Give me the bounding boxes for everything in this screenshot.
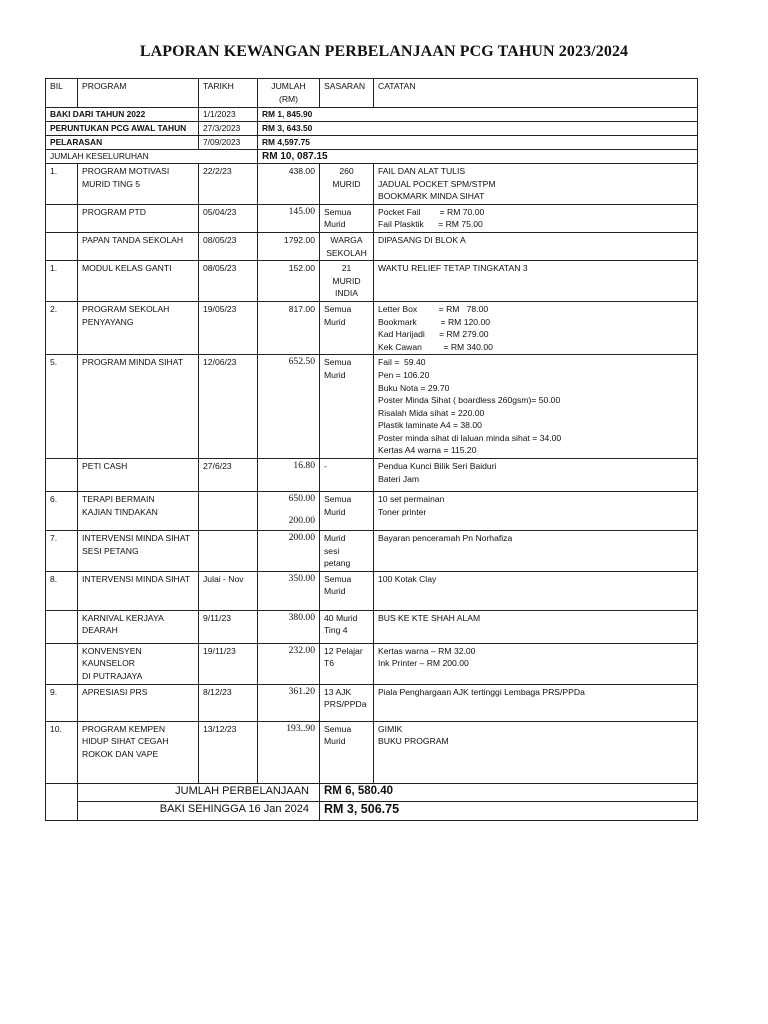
cell-bil: 10. (46, 721, 78, 783)
program-line: DEARAH (82, 625, 118, 636)
amount-line: 193..90 (286, 722, 315, 734)
header-catatan: CATATAN (374, 79, 698, 108)
table-row (46, 204, 698, 232)
program-line: ROKOK DAN VAPE (82, 748, 159, 759)
catatan-line: Poster minda sihat di laluan minda sihat = 34.00 (378, 432, 562, 443)
cell-sasaran (320, 261, 374, 302)
catatan-line: Fail Plasktik = RM 75.00 (378, 219, 483, 230)
header-bil: BIL (46, 79, 78, 108)
catatan-line: Kertas warna – RM 32.00 (378, 645, 476, 656)
table-row (46, 610, 698, 643)
amount-line: 200.00 (288, 514, 315, 526)
cell-bil (46, 232, 78, 260)
cell-program (78, 232, 199, 260)
amount-line: 438.00 (288, 166, 315, 176)
cell-jumlah (258, 204, 320, 232)
cell-jumlah (258, 492, 320, 531)
total-expenses-label: JUMLAH PERBELANJAAN (78, 783, 320, 801)
sasaran-line: petang (324, 558, 351, 569)
cell-sasaran (320, 204, 374, 232)
cell-sasaran (320, 721, 374, 783)
cell-tarikh: 27/6/23 (199, 459, 258, 492)
cell-program (78, 261, 199, 302)
header-sasaran: SASARAN (320, 79, 374, 108)
amount-line: 232.00 (288, 644, 315, 656)
program-line: PROGRAM KEMPEN (82, 723, 166, 734)
program-line: PENYAYANG (82, 316, 134, 327)
cell-tarikh: 05/04/23 (199, 204, 258, 232)
cell-catatan (374, 610, 698, 643)
cell-bil: 5. (46, 355, 78, 459)
catatan-line: Kad Harijadi = RM 279.00 (378, 329, 489, 340)
summary-row-pelarasan (46, 136, 698, 150)
header-tarikh: TARIKH (199, 79, 258, 108)
catatan-line: Letter Box = RM 78.00 (378, 303, 489, 314)
cell-sasaran (320, 164, 374, 205)
cell-tarikh (199, 531, 258, 572)
catatan-line: Buku Nota = 29.70 (378, 382, 450, 393)
cell-program (78, 459, 199, 492)
sasaran-line: 260 (339, 166, 354, 176)
catatan-line: GIMIK (378, 723, 403, 734)
summary-amount: RM 1, 845.90 (258, 108, 698, 122)
cell-jumlah (258, 610, 320, 643)
cell-bil: 1. (46, 261, 78, 302)
amount-line: 350.00 (288, 572, 315, 584)
summary-row-peruntukan (46, 122, 698, 136)
summary-label: JUMLAH KESELURUHAN (46, 150, 258, 164)
cell-program (78, 164, 199, 205)
cell-bil (46, 204, 78, 232)
program-line: KARNIVAL KERJAYA (82, 612, 164, 623)
sasaran-line: 12 Pelajar (324, 645, 363, 656)
sasaran-line: INDIA (335, 288, 358, 299)
summary-label: BAKI DARI TAHUN 2022 (46, 108, 199, 122)
catatan-line: Bookmark = RM 120.00 (378, 316, 491, 327)
cell-sasaran (320, 684, 374, 721)
sasaran-line: Ting 4 (324, 625, 348, 636)
cell-sasaran (320, 492, 374, 531)
cell-tarikh: 8/12/23 (199, 684, 258, 721)
cell-bil: 7. (46, 531, 78, 572)
sasaran-line: WARGA (330, 234, 363, 245)
cell-bil (46, 610, 78, 643)
amount-line: 16.80 (293, 460, 315, 472)
cell-sasaran (320, 531, 374, 572)
cell-catatan (374, 492, 698, 531)
sasaran-line: Semua (324, 723, 352, 734)
program-line: KONVENSYEN KAUNSELOR (82, 645, 142, 669)
cell-jumlah (258, 164, 320, 205)
cell-catatan (374, 643, 698, 684)
cell-program (78, 684, 199, 721)
cell-tarikh: 22/2/23 (199, 164, 258, 205)
program-line: PROGRAM PTD (82, 206, 146, 217)
empty-cell (46, 783, 78, 801)
balance-row (46, 801, 698, 820)
cell-program (78, 643, 199, 684)
sasaran-line: - (324, 461, 327, 472)
cell-tarikh: Julai - Nov (199, 571, 258, 610)
cell-jumlah (258, 459, 320, 492)
cell-sasaran (320, 459, 374, 492)
total-expenses-value: RM 6, 580.40 (320, 783, 698, 801)
catatan-line: Ink Printer – RM 200.00 (378, 658, 469, 669)
table-row (46, 721, 698, 783)
catatan-line: Toner printer (378, 506, 427, 517)
catatan-line: DIPASANG DI BLOK A (378, 234, 466, 245)
sasaran-line: 40 Murid (324, 612, 358, 623)
sasaran-line: Semua (324, 206, 352, 217)
sasaran-line: SEKOLAH (326, 247, 367, 258)
program-line: SESI PETANG (82, 545, 139, 556)
cell-tarikh: 13/12/23 (199, 721, 258, 783)
summary-row-baki (46, 108, 698, 122)
catatan-line: BUS KE KTE SHAH ALAM (378, 612, 481, 623)
cell-bil: 9. (46, 684, 78, 721)
cell-catatan (374, 684, 698, 721)
catatan-line: Pendua Kunci Bilik Seri Baiduri (378, 461, 497, 472)
cell-catatan (374, 721, 698, 783)
sasaran-line: MURID (332, 275, 361, 286)
summary-row-jumlah-keseluruhan (46, 150, 698, 164)
program-line: PROGRAM MINDA SIHAT (82, 357, 184, 368)
cell-jumlah (258, 261, 320, 302)
table-row (46, 643, 698, 684)
cell-jumlah (258, 684, 320, 721)
cell-program (78, 204, 199, 232)
table-row (46, 261, 698, 302)
sasaran-line: MURID (332, 178, 361, 189)
summary-amount: RM 3, 643.50 (258, 122, 698, 136)
catatan-line: Kek Cawan = RM 340.00 (378, 341, 493, 352)
cell-jumlah (258, 531, 320, 572)
sasaran-line: Semua (324, 357, 352, 368)
program-line: KAJIAN TINDAKAN (82, 506, 158, 517)
cell-program (78, 355, 199, 459)
expense-table (45, 78, 698, 821)
cell-catatan (374, 571, 698, 610)
catatan-line: 100 Kotak Clay (378, 573, 437, 584)
program-line: PETI CASH (82, 461, 128, 472)
cell-catatan (374, 355, 698, 459)
cell-program (78, 531, 199, 572)
catatan-line: FAIL DAN ALAT TULIS (378, 166, 466, 176)
cell-tarikh: 12/06/23 (199, 355, 258, 459)
cell-sasaran (320, 643, 374, 684)
table-row (46, 492, 698, 531)
catatan-line: JADUAL POCKET SPM/STPM (378, 178, 496, 189)
cell-bil: 2. (46, 301, 78, 354)
program-line: PAPAN TANDA SEKOLAH (82, 234, 184, 245)
cell-sasaran (320, 355, 374, 459)
cell-sasaran (320, 232, 374, 260)
balance-label: BAKI SEHINGGA 16 Jan 2024 (78, 801, 320, 820)
sasaran-line: 21 (341, 263, 352, 274)
program-line: TERAPI BERMAIN (82, 494, 155, 505)
amount-line: 200.00 (288, 532, 315, 544)
cell-tarikh: 19/11/23 (199, 643, 258, 684)
program-line: HIDUP SIHAT CEGAH (82, 736, 169, 747)
program-line: INTERVENSI MINDA SIHAT (82, 533, 191, 544)
catatan-line: Risalah Mida sihat = 220.00 (378, 407, 485, 418)
summary-date: 1/1/2023 (199, 108, 258, 122)
amount-line: 650.00 (288, 493, 315, 505)
table-row (46, 301, 698, 354)
program-line: PROGRAM MOTIVASI (82, 166, 170, 176)
amount-line: 145.00 (288, 205, 315, 217)
empty-cell (46, 801, 78, 820)
sasaran-line: 13 AJK (324, 686, 352, 697)
table-header-row (46, 79, 698, 108)
cell-tarikh: 9/11/23 (199, 610, 258, 643)
cell-catatan (374, 301, 698, 354)
summary-date: 27/3/2023 (199, 122, 258, 136)
cell-catatan (374, 204, 698, 232)
catatan-line: WAKTU RELIEF TETAP TINGKATAN 3 (378, 263, 528, 274)
sasaran-line: PRS/PPDa (324, 699, 367, 710)
header-jumlah: JUMLAH (RM) (258, 79, 320, 108)
cell-jumlah (258, 301, 320, 354)
summary-label: PERUNTUKAN PCG AWAL TAHUN (46, 122, 199, 136)
cell-program (78, 610, 199, 643)
sasaran-line: Murid (324, 219, 346, 230)
sasaran-line: Murid (324, 533, 346, 544)
program-line: MURID TING 5 (82, 178, 141, 189)
table-row (46, 684, 698, 721)
catatan-line: Poster Minda Sihat ( boardless 260gsm)= 50.00 (378, 395, 561, 406)
cell-tarikh: 19/05/23 (199, 301, 258, 354)
table-row (46, 164, 698, 205)
catatan-line: Bayaran penceramah Pn Norhafiza (378, 533, 513, 544)
amount-line: 152.00 (288, 263, 315, 274)
sasaran-line: Murid (324, 506, 346, 517)
cell-bil: 6. (46, 492, 78, 531)
cell-bil: 1. (46, 164, 78, 205)
header-program: PROGRAM (78, 79, 199, 108)
sasaran-line: Semua (324, 573, 352, 584)
catatan-line: Piala Penghargaan AJK tertinggi Lembaga PRS/PPDa (378, 686, 585, 697)
sasaran-line: Murid (324, 736, 346, 747)
cell-bil (46, 459, 78, 492)
amount-line: 1792.00 (283, 234, 315, 245)
sasaran-line: T6 (324, 658, 335, 669)
catatan-line: BOOKMARK MINDA SIHAT (378, 191, 485, 202)
cell-bil: 8. (46, 571, 78, 610)
report-title: LAPORAN KEWANGAN PERBELANJAAN PCG TAHUN 2023/2024 (139, 43, 629, 60)
program-line: MODUL KELAS GANTI (82, 263, 172, 274)
table-row (46, 571, 698, 610)
table-row (46, 355, 698, 459)
catatan-line: Plastik laminate A4 = 38.00 (378, 420, 482, 431)
catatan-line: Pocket Fail = RM 70.00 (378, 206, 485, 217)
table-row (46, 459, 698, 492)
program-line: DI PUTRAJAYA (82, 671, 143, 682)
cell-bil (46, 643, 78, 684)
cell-program (78, 721, 199, 783)
amount-line: 817.00 (288, 303, 315, 314)
cell-jumlah (258, 643, 320, 684)
cell-tarikh: 08/05/23 (199, 232, 258, 260)
summary-date: 7/09/2023 (199, 136, 258, 150)
amount-line: 652.50 (288, 356, 315, 368)
amount-line: 361.20 (288, 685, 315, 697)
cell-sasaran (320, 571, 374, 610)
cell-catatan (374, 261, 698, 302)
program-line: INTERVENSI MINDA SIHAT (82, 573, 191, 584)
program-line: APRESIASI PRS (82, 686, 148, 697)
cell-sasaran (320, 610, 374, 643)
cell-catatan (374, 232, 698, 260)
summary-label: PELARASAN (46, 136, 199, 150)
cell-jumlah (258, 721, 320, 783)
sasaran-line: Murid (324, 369, 346, 380)
cell-sasaran (320, 301, 374, 354)
cell-program (78, 301, 199, 354)
catatan-line: Fail = 59.40 (378, 357, 426, 368)
cell-jumlah (258, 355, 320, 459)
cell-jumlah (258, 232, 320, 260)
cell-catatan (374, 459, 698, 492)
sasaran-line: Semua (324, 303, 352, 314)
sasaran-line: Murid (324, 316, 346, 327)
cell-catatan (374, 531, 698, 572)
table-row (46, 232, 698, 260)
catatan-line: Kertas A4 warna = 115.20 (378, 445, 477, 456)
cell-program (78, 571, 199, 610)
cell-catatan (374, 164, 698, 205)
program-line: PROGRAM SEKOLAH (82, 303, 170, 314)
cell-program (78, 492, 199, 531)
catatan-line: Bateri Jam (378, 473, 420, 484)
cell-jumlah (258, 571, 320, 610)
table-row (46, 531, 698, 572)
summary-amount: RM 4,597.75 (258, 136, 698, 150)
sasaran-line: sesi (324, 545, 340, 556)
catatan-line: 10 set permainan (378, 494, 445, 505)
sasaran-line: Semua (324, 494, 352, 505)
catatan-line: BUKU PROGRAM (378, 736, 449, 747)
summary-amount: RM 10, 087.15 (258, 150, 698, 164)
total-expenses-row (46, 783, 698, 801)
catatan-line: Pen = 106.20 (378, 369, 430, 380)
cell-tarikh (199, 492, 258, 531)
cell-tarikh: 08/05/23 (199, 261, 258, 302)
amount-line: 380.00 (288, 611, 315, 623)
sasaran-line: Murid (324, 586, 346, 597)
balance-value: RM 3, 506.75 (320, 801, 698, 820)
